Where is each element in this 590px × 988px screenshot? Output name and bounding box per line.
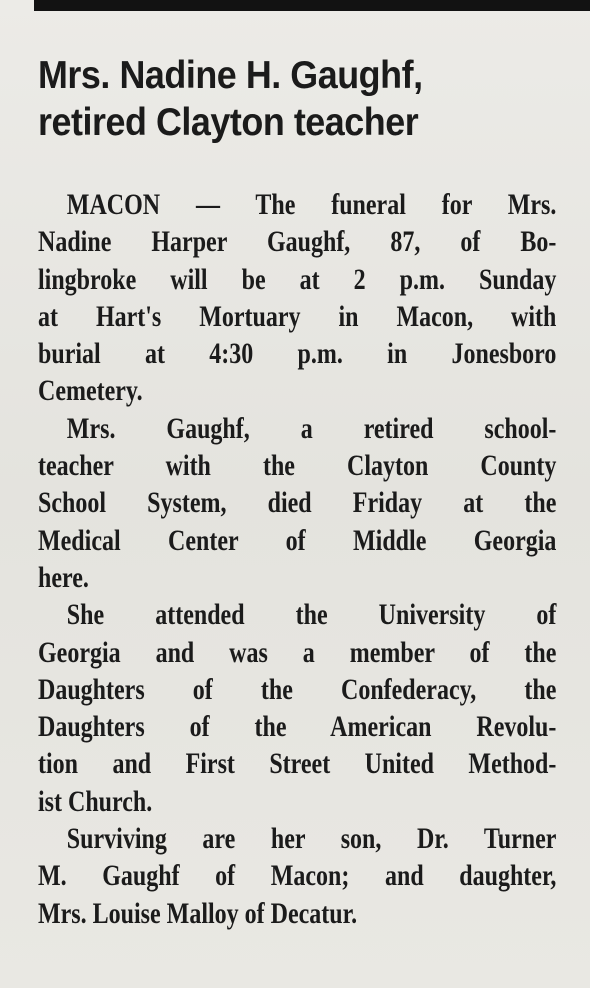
article-line: burial at 4:30 p.m. in Jonesboro (38, 337, 557, 371)
article-line: Georgia and was a member of the (38, 635, 557, 669)
headline-line-1: Mrs. Nadine H. Gaughf, (38, 54, 423, 97)
article-line: School System, died Friday at the (38, 486, 557, 520)
article-line: Mrs. Gaughf, a retired school- (66, 411, 557, 445)
article-line: Daughters of the Confederacy, the (38, 672, 557, 706)
article-body (38, 186, 556, 932)
article-line: Medical Center of Middle Georgia (38, 523, 557, 557)
article-line: lingbroke will be at 2 p.m. Sunday (38, 262, 557, 296)
headline-line-2: retired Clayton teacher (38, 101, 419, 144)
article-line: here. (38, 560, 89, 594)
article-line: M. Gaughf of Macon; and daughter, (38, 859, 557, 893)
article-line: Surviving are her son, Dr. Turner (66, 822, 557, 856)
article-line: Mrs. Louise Malloy of Decatur. (38, 896, 358, 930)
article-line: Cemetery. (38, 374, 143, 408)
headline (38, 52, 526, 146)
article-line: tion and First Street United Method- (38, 747, 557, 781)
top-rule-divider (34, 0, 590, 11)
article-line: Daughters of the American Revolu- (38, 710, 557, 744)
article-line: She attended the University of (66, 598, 557, 632)
article-line: ist Church. (38, 784, 153, 818)
article-line: MACON — The funeral for Mrs. (66, 188, 557, 221)
article-line: Nadine Harper Gaughf, 87, of Bo- (38, 225, 557, 259)
article-line: teacher with the Clayton County (38, 449, 557, 483)
article-line: at Hart's Mortuary in Macon, with (38, 299, 557, 333)
